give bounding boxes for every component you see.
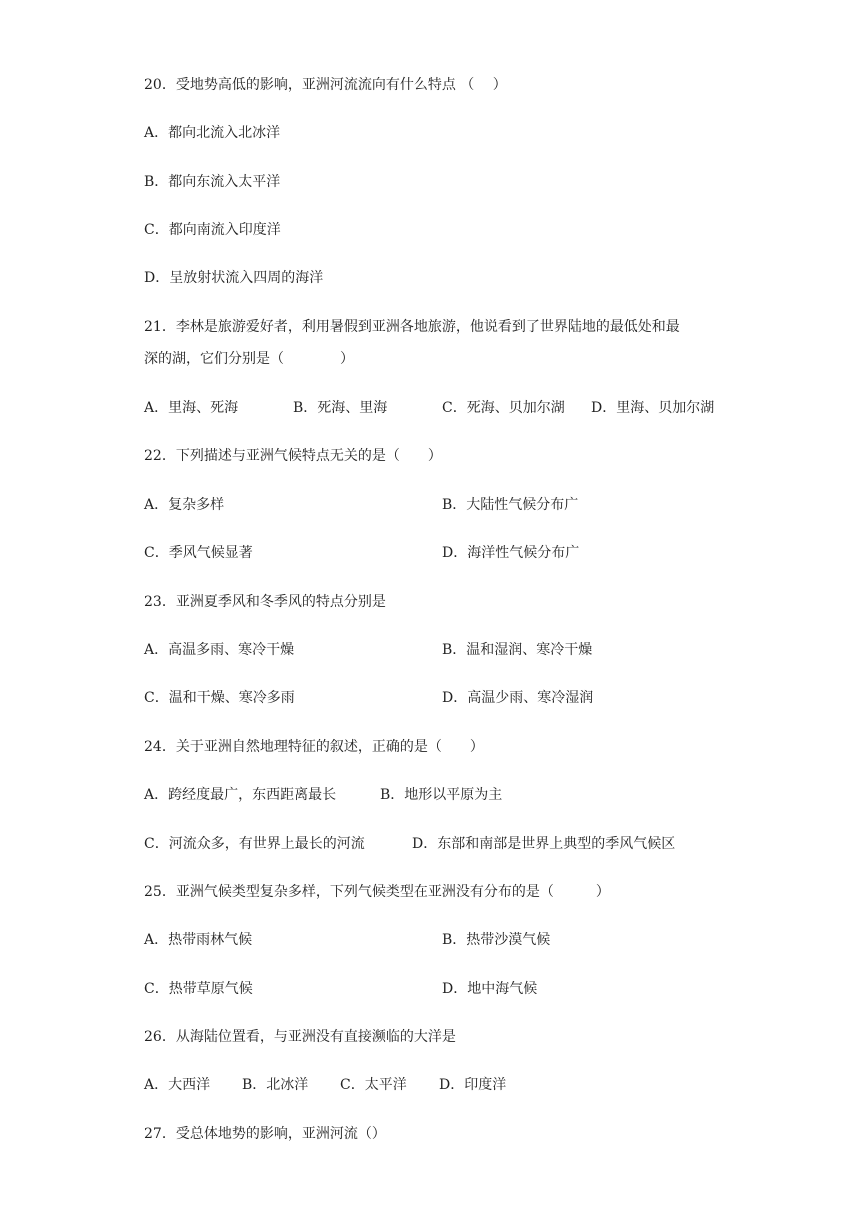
q25-option-d: D．地中海气候 (442, 981, 538, 997)
q24-option-d: D．东部和南部是世界上典型的季风气候区 (412, 836, 676, 852)
q21-option-b: B．死海、里海 (293, 400, 388, 416)
q21-option-c: C．死海、贝加尔湖 (442, 400, 565, 416)
q27-stem: 27．受总体地势的影响，亚洲河流（） (144, 1126, 386, 1142)
q26-stem: 26．从海陆位置看，与亚洲没有直接濒临的大洋是 (144, 1029, 456, 1045)
q24-stem: 24．关于亚洲自然地理特征的叙述，正确的是（ ） (144, 739, 484, 755)
q25-stem: 25．亚洲气候类型复杂多样，下列气候类型在亚洲没有分布的是（ ） (144, 884, 610, 900)
q20-option-c: C．都向南流入印度洋 (144, 222, 281, 238)
q22-option-b: B．大陆性气候分布广 (442, 497, 579, 513)
q23-option-a: A．高温多雨、寒冷干燥 (144, 642, 295, 658)
q23-option-d: D．高温少雨、寒冷湿润 (442, 690, 594, 706)
q21-stem-line2: 深的湖，它们分别是（ ） (144, 351, 354, 367)
q22-option-c: C．季风气候显著 (144, 545, 253, 561)
q22-option-d: D．海洋性气候分布广 (442, 545, 580, 561)
q20-option-d: D．呈放射状流入四周的海洋 (144, 270, 324, 286)
q26-option-b: B．北冰洋 (242, 1077, 309, 1093)
q22-stem: 22．下列描述与亚洲气候特点无关的是（ ） (144, 448, 442, 464)
q26-option-a: A．大西洋 (144, 1077, 211, 1093)
q20-option-a: A．都向北流入北冰洋 (144, 125, 281, 141)
q23-option-b: B．温和湿润、寒冷干燥 (442, 642, 593, 658)
q24-option-a: A．跨经度最广，东西距离最长 (144, 787, 337, 803)
q26-option-d: D．印度洋 (439, 1077, 507, 1093)
q24-option-c: C．河流众多，有世界上最长的河流 (144, 836, 365, 852)
q20-stem: 20．受地势高低的影响，亚洲河流流向有什么特点 （ ） (144, 77, 507, 93)
q21-option-d: D．里海、贝加尔湖 (591, 400, 715, 416)
q20-option-b: B．都向东流入太平洋 (144, 174, 281, 190)
q23-stem: 23．亚洲夏季风和冬季风的特点分别是 (144, 594, 386, 610)
q22-option-a: A．复杂多样 (144, 497, 225, 513)
q25-option-b: B．热带沙漠气候 (442, 932, 551, 948)
q26-option-c: C．太平洋 (340, 1077, 407, 1093)
q25-option-c: C．热带草原气候 (144, 981, 253, 997)
q24-option-b: B．地形以平原为主 (380, 787, 503, 803)
q21-stem-line1: 21．李林是旅游爱好者，利用暑假到亚洲各地旅游，他说看到了世界陆地的最低处和最 (144, 319, 680, 335)
q25-option-a: A．热带雨林气候 (144, 932, 253, 948)
q23-option-c: C．温和干燥、寒冷多雨 (144, 690, 295, 706)
q21-option-a: A．里海、死海 (144, 400, 239, 416)
